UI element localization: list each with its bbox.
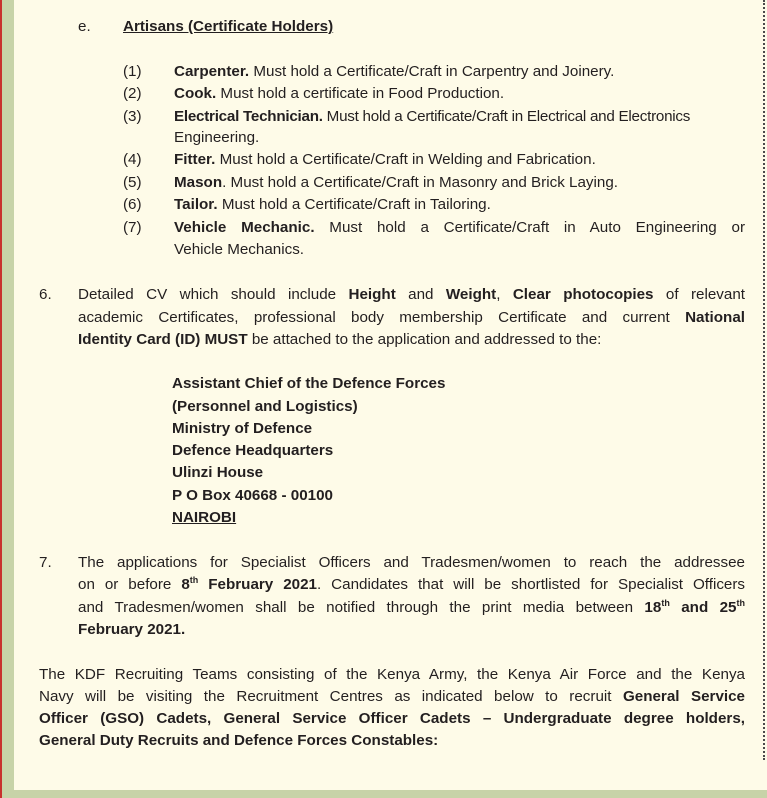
address-line: Ministry of Defence xyxy=(172,420,313,437)
ordinal-suffix: th xyxy=(661,597,670,608)
list-item-text xyxy=(174,172,618,194)
list-item-description: Must hold a Certificate/Craft in Electrical and Electronics xyxy=(322,108,691,125)
text-run: and xyxy=(395,286,446,303)
list-item-title: Cook. xyxy=(174,85,217,102)
address-line: Assistant Chief of the Defence Forces xyxy=(172,375,446,392)
text-run: and Tradesmen/women shall be notified through the print media between xyxy=(78,599,645,616)
list-item-description: Must hold a certificate in Food Production. xyxy=(216,85,505,102)
kdf-line-3: Officer (GSO) Cadets, General Service Officer Cadets – Undergraduate degree holders, xyxy=(39,710,745,727)
text-run-bold: and 25 xyxy=(669,599,737,616)
text-run: Detailed CV which should include xyxy=(78,286,349,303)
list-item-title: Vehicle Mechanic. xyxy=(174,219,315,236)
deadline-date xyxy=(181,576,317,593)
list-item-continuation: Vehicle Mechanics. xyxy=(174,241,305,258)
item-7-line-2 xyxy=(78,574,745,596)
text-run: on or before xyxy=(78,576,182,593)
item-6-marker: 6. xyxy=(39,286,52,303)
list-item-number: (2) xyxy=(123,85,142,102)
text-run-bold: February 2021. xyxy=(78,621,186,638)
text-run-bold: 8 xyxy=(181,576,190,593)
list-item-number: (1) xyxy=(123,63,142,80)
text-run: Navy will be visiting the Recruitment Centres as indicated below to recruit xyxy=(39,688,623,705)
item-7-line-1: The applications for Specialist Officers and Tradesmen/women to reach the addressee xyxy=(78,554,745,571)
list-item-description: . Must hold a Certificate/Craft in Masonry and Brick Laying. xyxy=(222,174,618,191)
text-run-bold: Height xyxy=(348,286,396,303)
kdf-line-2 xyxy=(39,686,745,708)
page-dotted-border xyxy=(763,0,765,760)
list-item-description: Must hold a Certificate/Craft in Auto Engineering or xyxy=(314,219,745,236)
list-item-text xyxy=(174,106,690,128)
kdf-line-1: The KDF Recruiting Teams consisting of the Kenya Army, the Kenya Air Force and the Kenya xyxy=(39,666,745,683)
text-run: be attached to the application and addressed to the: xyxy=(247,331,602,348)
list-item-text xyxy=(174,194,491,216)
address-line: Defence Headquarters xyxy=(172,442,334,459)
list-item-text xyxy=(174,83,504,105)
list-item-number: (3) xyxy=(123,108,142,125)
text-run-bold: Identity Card (ID) MUST xyxy=(78,331,248,348)
address-line: P O Box 40668 - 00100 xyxy=(172,487,333,504)
document-page xyxy=(14,0,763,790)
list-item-title: Electrical Technician. xyxy=(174,108,323,125)
item-6-line-2 xyxy=(78,307,745,329)
text-run: of relevant xyxy=(653,286,745,303)
item-6-line-3 xyxy=(78,329,601,351)
text-run: , xyxy=(496,286,513,303)
list-item-number: (7) xyxy=(123,219,142,236)
text-run-bold: 18 xyxy=(644,599,662,616)
ordinal-suffix: th xyxy=(736,597,745,608)
item-7-line-4 xyxy=(78,619,185,641)
section-e-heading: Artisans (Certificate Holders) xyxy=(123,18,334,35)
list-item-description: Must hold a Certificate/Craft in Tailoring. xyxy=(217,196,491,213)
text-run: academic Certificates, professional body membership Certificate and current xyxy=(78,309,686,326)
text-run: . Candidates that will be shortlisted for Specialist Officers xyxy=(317,576,745,593)
notification-dates xyxy=(644,599,745,616)
address-line: (Personnel and Logistics) xyxy=(172,398,358,415)
list-item-text xyxy=(174,149,596,171)
section-e-marker: e. xyxy=(78,18,91,35)
page-side-band xyxy=(2,0,14,798)
list-item-title: Fitter. xyxy=(174,151,216,168)
list-item-number: (6) xyxy=(123,196,142,213)
text-run-bold: February 2021 xyxy=(198,576,317,593)
list-item-number: (4) xyxy=(123,151,142,168)
list-item-text xyxy=(174,217,745,239)
address-line: Ulinzi House xyxy=(172,464,264,481)
list-item-title: Mason xyxy=(174,174,223,191)
page-bottom-band xyxy=(2,790,767,798)
text-run-bold: General Service xyxy=(622,688,745,705)
item-7-line-3 xyxy=(78,597,745,619)
list-item-continuation: Engineering. xyxy=(174,129,260,146)
list-item-title: Carpenter. xyxy=(174,63,250,80)
list-item-text xyxy=(174,61,614,83)
text-run-bold: National xyxy=(685,309,745,326)
list-item-number: (5) xyxy=(123,174,142,191)
list-item-title: Tailor. xyxy=(174,196,218,213)
list-item-description: Must hold a Certificate/Craft in Carpentry and Joinery. xyxy=(249,63,615,80)
text-run-bold: Weight xyxy=(445,286,497,303)
list-item-description: Must hold a Certificate/Craft in Welding and Fabrication. xyxy=(215,151,596,168)
text-run-bold: Clear photocopies xyxy=(512,286,654,303)
ordinal-suffix: th xyxy=(189,574,199,585)
address-city: NAIROBI xyxy=(172,509,237,526)
item-7-marker: 7. xyxy=(39,554,52,571)
item-6-line-1 xyxy=(78,284,745,306)
kdf-line-4: General Duty Recruits and Defence Forces Constables: xyxy=(39,732,439,749)
